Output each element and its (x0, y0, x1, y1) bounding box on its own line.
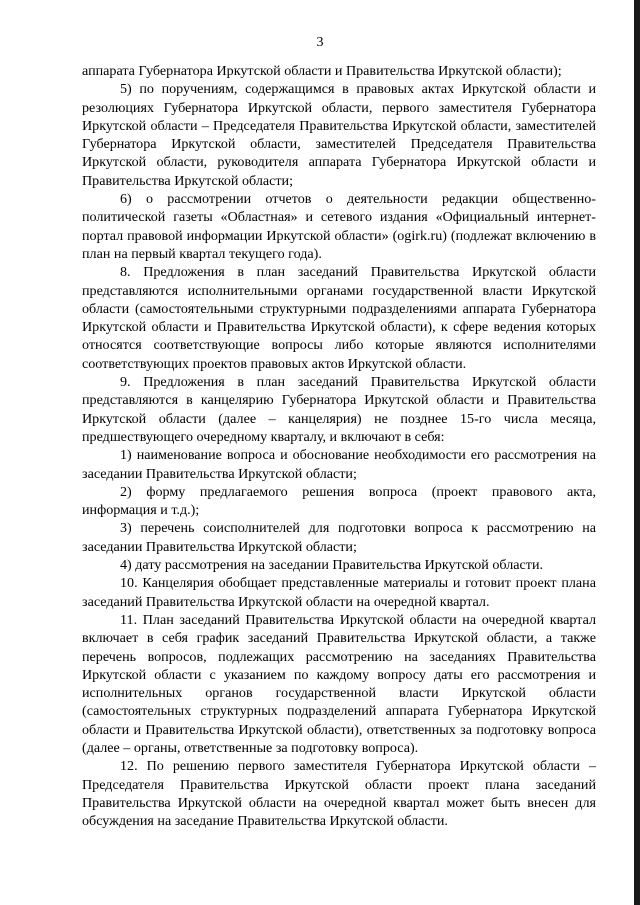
document-body (82, 62, 596, 830)
paragraph-subitem-3: 3) перечень соисполнителей для подготовки вопроса к рассмотрению на заседании Правительства Иркутской области; (82, 520, 596, 555)
page-number: 3 (316, 35, 324, 50)
paragraph-item-6: 6) о рассмотрении отчетов о деятельности редакции общественно-политической газеты «Областная» и сетевого издания «Официальный интернет-портал правовой информации Иркутской области» (ogirk.ru) (подлежат включению в план на первый квартал текущего года). (82, 191, 596, 262)
paragraph-clause-12: 12. По решению первого заместителя Губернатора Иркутской области – Председателя Правительства Иркутской области проект плана заседаний Правительства Иркутской области на очередной квартал может быть внесен для обсуждения на заседание Правительства Иркутской области. (82, 758, 596, 830)
paragraph-subitem-2: 2) форму предлагаемого решения вопроса (проект правового акта, информация и т.д.); (82, 483, 596, 519)
paragraph-clause-10: 10. Канцелярия обобщает представленные материалы и готовит проект плана заседаний Правительства Иркутской области на очередной квартал. (82, 575, 596, 610)
paragraph-clause-11: 11. План заседаний Правительства Иркутской области на очередной квартал включает в себя график заседаний Правительства Иркутской области, а также перечень вопросов, подлежащих рассмотрению на заседаниях Правительства Иркутской области с указанием по каждому вопросу даты его рассмотрения и исполнительных органов государственной власти Иркутской области (самостоятельных структурных подразделений аппарата Губернатора Иркутской области и Правительства Иркутской области), ответственных за подготовку вопроса (далее – органы, ответственные за подготовку вопроса). (82, 611, 596, 756)
paragraph-subitem-1: 1) наименование вопроса и обоснование необходимости его рассмотрения на заседании Правительства Иркутской области; (82, 447, 596, 482)
paragraph-continuation: аппарата Губернатора Иркутской области и Правительства Иркутской области); (82, 63, 562, 79)
scan-edge-border (634, 0, 640, 905)
paragraph-clause-9: 9. Предложения в план заседаний Правительства Иркутской области представляются в канцелярию Губернатора Иркутской области и Правительства Иркутской области (далее – канцелярия) не позднее 15-го числа месяца, предшествующего очередному кварталу, и включают в себя: (82, 374, 596, 445)
paragraph-clause-8: 8. Предложения в план заседаний Правительства Иркутской области представляются исполнительными органами государственной власти Иркутской области (самостоятельными структурными подразделениями аппарата Губернатора Иркутской области и Правительства Иркутской области), к сфере ведения которых относятся соответствующие вопросы либо которые являются исполнителями соответствующих проектов правовых актов Иркутской области. (82, 264, 596, 372)
paragraph-item-5: 5) по поручениям, содержащимся в правовых актах Иркутской области и резолюциях Губернатора Иркутской области, первого заместителя Губернатора Иркутской области – Председателя Правительства Иркутской области, заместителей Губернатора Иркутской области, заместителей Председателя Правительства Иркутской области, руководителя аппарата Губернатора Иркутской области и Правительства Иркутской области; (82, 81, 596, 189)
paragraph-subitem-4: 4) дату рассмотрения на заседании Правительства Иркутской области. (120, 557, 544, 574)
